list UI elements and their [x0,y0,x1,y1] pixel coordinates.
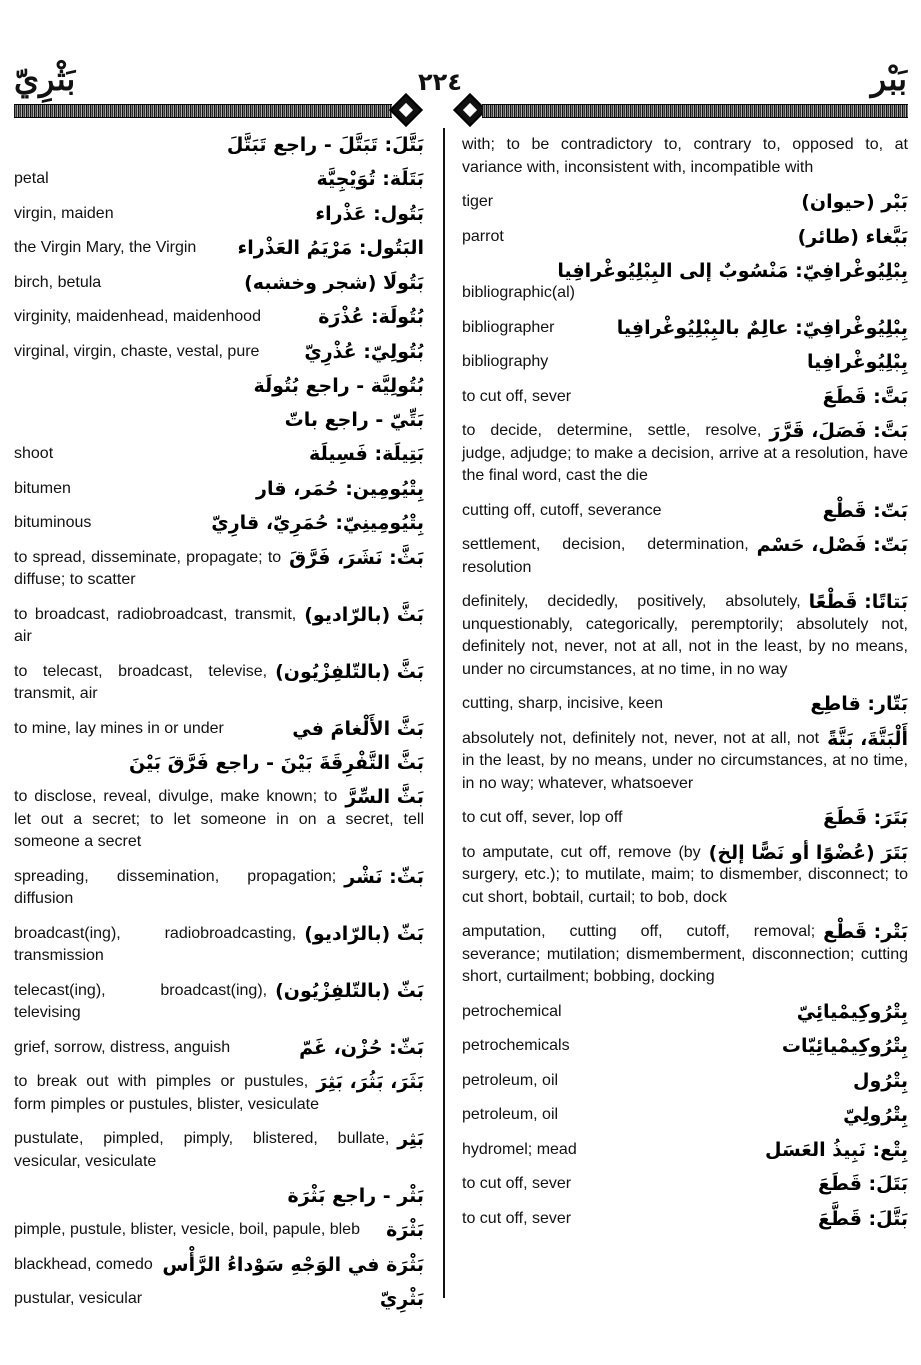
dictionary-entry [462,1001,908,1024]
dictionary-entry [462,534,908,579]
entry-translation: cutting off, cutoff, severance [462,501,662,519]
entry-headword: البَتُول: مَرْيَمُ العَذْراء [237,237,424,259]
entry-translation: petal [14,170,49,187]
entry-headword: بَتِّيّ - راجع باتّ [284,409,424,431]
entry-headword: بِبْلِيُوغْرافِيّ: مَنْسُوبٌ إلى البِبْلِيُوغْرافِيا [557,260,908,282]
entry-translation: to cut off, sever, lop off [462,809,623,826]
dictionary-entry [462,1070,908,1093]
entry-headword: بَتَرَ (عُضْوًا أو نَصًّا إلخ) [708,841,908,864]
entry-headword: بَتِيلَة: فَسِيلَة [309,443,424,465]
entry-headword: بُتُولَة: عُذْرَة [318,306,424,328]
entry-headword: بَتَّلَ: تَبَتَّلَ - راجع تَبَتَّلَ [226,134,424,156]
entry-translation: definitely, decidedly, positively, absolutely, unquestionably, categorically, peremptorily; absolutely not, definitely not, never, not at all, not in the least, by no means, under no circumstances, at no time, in no way [462,593,908,678]
entry-translation: virginity, maidenhead, maidenhood [14,308,261,325]
dictionary-entry [462,842,908,910]
entry-translation: blackhead, comedo [14,1255,153,1273]
dictionary-entry [14,547,424,592]
entry-translation: to broadcast, radiobroadcast, transmit, air [14,605,297,645]
entry-translation: to mine, lay mines in or under [14,719,224,737]
entry-translation: to spread, disseminate, propagate; to diffuse; to scatter [14,548,282,588]
dictionary-entry [14,1288,424,1311]
entry-translation: to cut off, sever [462,387,572,405]
page-number: ٢٢٤ [418,68,462,96]
dictionary-entry [14,1254,424,1277]
entry-translation: to break out with pimples or pustules, form pimples or pustules, blister, vesiculate [14,1073,320,1113]
entry-translation: spreading, dissemination, propagation; diffusion [14,867,337,907]
dictionary-entry [14,980,424,1025]
dictionary-entry [14,718,424,741]
entry-headword: بَثَّ (بالتّلفِزْيُون) [275,660,424,683]
dictionary-entry [14,1185,424,1207]
dictionary-entry [14,168,424,191]
entry-headword: بَتّار: قاطِع [810,693,908,715]
entry-translation: tiger [462,193,494,210]
entry-headword: بَثَّ الأَلْغامَ في [292,717,424,740]
entry-translation: petrochemicals [462,1037,570,1054]
entry-translation: birch, betula [14,273,102,291]
dictionary-entry [462,1208,908,1231]
entry-translation: to amputate, cut off, remove (by surgery, etc.); to mutilate, maim; to dismember, disconnect; to cut short, bobtail, curtail; to bob, dock [462,843,908,906]
entry-translation: to cut off, sever [462,1209,572,1227]
entry-headword: بَثْر - راجع بَثْرَة [287,1185,424,1207]
entry-headword: بِتْرُولِيّ [843,1104,908,1126]
left-column [14,134,424,1323]
dictionary-entry [462,386,908,409]
rule-ornament-left [389,93,423,127]
entry-headword: بِتْيُومِينِيّ: حُمَرِيّ، قارِيّ [211,512,424,534]
dictionary-entry [14,1071,424,1116]
entry-translation: shoot [14,445,54,462]
dictionary-entry [462,693,908,716]
entry-translation: petroleum, oil [462,1106,559,1123]
entry-translation: pustulate, pimpled, pimply, blistered, bullate, vesicular, vesiculate [14,1130,390,1170]
entry-headword: بَتُولَا (شجر وخشبه) [244,271,424,294]
guide-word-last: بَثْرِيّ [14,60,76,98]
entry-translation: to telecast, broadcast, televise, transmit, air [14,662,268,702]
entry-translation: virgin, maiden [14,204,114,222]
entry-headword: بَثَرَ، بَثُرَ، بَثِرَ [316,1071,424,1093]
entry-translation: pustular, vesicular [14,1290,143,1307]
entry-headword: بِتْرُوكِيمْيائِيّ [796,1000,908,1023]
dictionary-entry [462,807,908,830]
entry-translation: bitumen [14,479,71,497]
entry-headword: بِتْرُوكِيمْيائِيّات [781,1035,908,1057]
dictionary-entry [14,478,424,501]
header-rule-left [14,104,392,118]
entry-headword: بِبْلِيُوغْرافِيّ: عالِمٌ بالبِبْلِيُوغْرافِيا [616,316,908,339]
dictionary-entry [14,375,424,397]
entry-translation: to disclose, reveal, divulge, make known; to let out a secret; to let someone in on a secret, tell someone a secret [14,788,424,850]
dictionary-entry [14,661,424,706]
entry-translation: pimple, pustule, blister, vesicle, boil, papule, bleb [14,1221,360,1238]
entry-translation: bibliographic(al) [462,284,575,301]
dictionary-entry [14,1037,424,1060]
entry-translation: hydromel; mead [462,1140,577,1158]
dictionary-entry [462,921,908,989]
column-divider [443,128,445,1298]
dictionary-entry [14,341,424,364]
dictionary-entry [14,786,424,854]
entry-translation: to cut off, sever [462,1175,572,1192]
header-rule-right [482,104,908,118]
entry-headword: بَثّ (بالتّلفِزْيُون) [275,979,424,1002]
entry-headword: بَبَّغاء (طائر) [797,225,908,248]
entry-headword: بِتْيُومِين: حُمَر، قار [256,477,424,500]
entry-translation: telecast(ing), broadcast(ing), televising [14,981,268,1021]
dictionary-entry [462,500,908,523]
entry-headword: بَتَلَة: تُوَيْجِيَّة [316,168,424,190]
dictionary-entry [14,306,424,329]
entry-headword: بُتُولِيَّة - راجع بُتُولَة [253,375,424,397]
guide-word-first: بَبْر [870,60,907,98]
entry-headword: بَثِر [397,1128,424,1150]
dictionary-entry [14,272,424,295]
entry-translation: bibliographer [462,318,555,336]
entry-headword: بَثَّ: نَشَرَ، فَرَّقَ [289,546,424,569]
entry-headword: بَتْر: قَطْع [823,921,908,943]
dictionary-entry [462,728,908,796]
entry-headword: بَثْرِيّ [379,1288,424,1310]
entry-headword: بَثّ (بالرّاديو) [304,922,424,945]
entry-headword: بَثَّ (بالرّاديو) [304,603,424,626]
entry-headword: بَثْرَة في الوَجْهِ سَوْداءُ الرَّأْس [162,1253,424,1276]
dictionary-entry [462,1104,908,1127]
dictionary-entry [14,604,424,649]
entry-translation: virginal, virgin, chaste, vestal, pure [14,342,260,360]
entry-translation: the Virgin Mary, the Virgin [14,239,197,256]
right-column [462,134,908,1242]
dictionary-entry [14,1219,424,1242]
dictionary-entry [462,1173,908,1196]
dictionary-entry [14,409,424,431]
dictionary-entry [14,1128,424,1173]
dictionary-entry [14,443,424,466]
entry-headword: بِتْع: نَبِيذُ العَسَل [765,1138,908,1161]
entry-headword: بَثّ: حُزْن، غَمّ [299,1036,424,1059]
entry-headword: بُتُولِيّ: عُذْرِيّ [304,340,424,363]
dictionary-entry [462,226,908,249]
entry-headword: بَثَّ السِّرَّ [345,786,424,808]
entry-headword: بَتّ: فَصْل، حَسْم [756,534,908,556]
dictionary-entry [14,866,424,911]
entry-headword: بَتَلَ: قَطَعَ [818,1173,908,1195]
dictionary-entry [14,237,424,260]
entry-headword: بَثْرَة [386,1219,424,1241]
dictionary-entry [14,512,424,535]
entry-translation: bituminous [14,514,92,531]
dictionary-entry [462,351,908,374]
entry-translation: petrochemical [462,1002,562,1020]
entry-translation: parrot [462,227,504,245]
entry-translation: absolutely not, definitely not, never, not at all, not in the least, by no means, under no circumstances, at no time, in no way; whatever, whatsoever [462,729,908,792]
dictionary-entry [462,260,908,305]
entry-translation: amputation, cutting off, cutoff, removal; severance; mutilation; dismemberment, disconnection; cutting short, curtailment; bobbing, docking [462,923,908,985]
entry-headword: بَتَّ: فَصَلَ، قَرَّرَ [769,420,908,442]
entry-translation: with; to be contradictory to, contrary to, opposed to, at variance with, inconsistent with, incompatible with [462,136,908,176]
entry-translation: to decide, determine, settle, resolve, judge, adjudge; to make a decision, arrive at a resolution, have the final word, cast the die [462,422,908,484]
dictionary-entry [462,134,908,179]
dictionary-entry [462,591,908,681]
entry-translation: grief, sorrow, distress, anguish [14,1038,231,1056]
entry-headword: بَثَّ التَّفْرِقَةَ بَيْنَ - راجع فَرَّقَ بَيْنَ [128,752,424,774]
entry-headword: بَتَّلَ: قَطَّعَ [818,1207,908,1230]
entry-headword: بَتَّ: قَطَعَ [822,385,908,408]
dictionary-entry [14,134,424,156]
entry-translation: bibliography [462,353,549,370]
entry-headword: بَتَرَ: قَطَعَ [823,807,908,829]
entry-headword: بَثّ: نَشْر [344,865,424,888]
entry-headword: أَلْبَتَّةَ، بَتَّةً [827,727,908,750]
entry-headword: بِتْرُول [852,1069,908,1092]
entry-translation: settlement, decision, determination, resolution [462,536,749,576]
dictionary-entry [462,1035,908,1058]
entry-headword: بَتّ: قَطْع [822,499,908,522]
dictionary-entry [462,191,908,214]
entry-translation: cutting, sharp, incisive, keen [462,695,663,712]
entry-translation: petroleum, oil [462,1071,559,1089]
entry-headword: بَتُول: عَذْراء [315,202,424,225]
entry-headword: بَتاتًا: قَطْعًا [808,591,908,613]
entry-translation: broadcast(ing), radiobroadcasting, transmission [14,924,297,964]
dictionary-entry [462,1139,908,1162]
entry-headword: بِبْلِيُوغْرافِيا [807,351,908,373]
dictionary-entry [14,752,424,774]
dictionary-entry [462,420,908,488]
dictionary-entry [462,317,908,340]
dictionary-entry [14,923,424,968]
entry-headword: بَبْر (حيوان) [801,191,908,213]
dictionary-entry [14,203,424,226]
